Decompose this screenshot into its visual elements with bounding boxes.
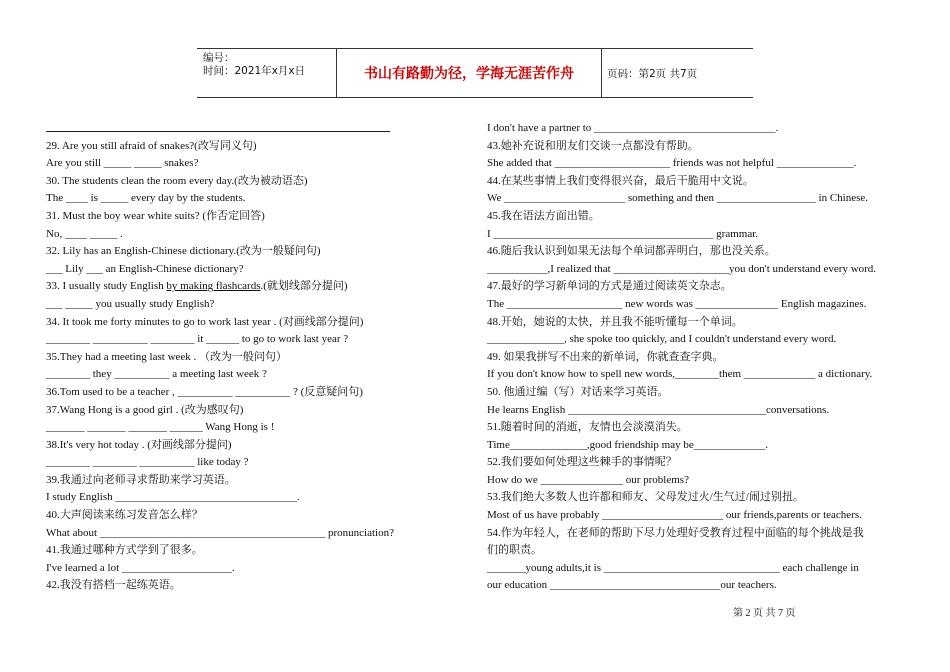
answer-line: ________ ________ __________ like today ? [46, 456, 249, 469]
question-line: 43.她补充说和朋友们交谈一点都没有帮助。 [487, 139, 699, 152]
answer-line: ___ _____ you usually study English? [46, 297, 215, 310]
question-line: 38.It's very hot today . (对画线部分提问) [46, 438, 232, 451]
question-line: 36.Tom used to be a teacher , __________ __________ ? (反意疑问句) [46, 385, 363, 398]
answer-line: I've learned a lot ____________________. [46, 561, 235, 574]
answer-line: We ______________________ something and then __________________ in Chinese. [487, 192, 869, 205]
header-meta [197, 49, 337, 97]
answer-line: Most of us have probably ______________________ our friends,parents or teachers. [487, 509, 862, 522]
time-label: 时间：2021年x月x日 [203, 65, 306, 77]
question-line: 30. The students clean the room every day.(改为被动语态) [46, 174, 308, 187]
page-footer: 第 2 页 共 7 页 [733, 608, 796, 619]
answer-line: ___________,I realized that _____________________you don't understand every word. [487, 262, 877, 275]
question-line: 45.我在语法方面出错。 [487, 209, 600, 222]
question-line: 54.作为年轻人，在老师的帮助下尽力处理好受教育过程中面临的每个挑战是我 [487, 526, 864, 539]
answer-line: ______________, she spoke too quickly, and I couldn't understand every word. [487, 333, 837, 346]
answer-line: ___ Lily ___ an English-Chinese dictionary? [46, 262, 244, 275]
question-line: 34. It took me forty minutes to go to work last year . (对画线部分提问) [46, 315, 364, 328]
page-header [197, 48, 753, 98]
question-line: 53.我们绝大多数人也许都和师友、父母发过火/生气过/闹过别扭。 [487, 491, 804, 504]
answer-line: He learns English ____________________________________conversations. [487, 403, 830, 416]
answer-line: _______ _______ _______ ______ Wang Hong is ! [46, 421, 275, 434]
page-label: 页码：第2页 共7页 [607, 67, 698, 80]
question-line: 39.我通过向老师寻求帮助来学习英语。 [46, 473, 236, 486]
answer-line: The ____ is _____ every day by the students. [46, 192, 246, 205]
question-line: 47.最好的学习新单词的方式是通过阅读英文杂志。 [487, 280, 732, 293]
left-column [46, 120, 446, 595]
question-line: 48.开始，她说的太快，并且我不能听懂每一个单词。 [487, 315, 743, 328]
question-line: 35.They had a meeting last week . （改为一般问句） [46, 350, 288, 363]
answer-line: If you don't know how to spell new words,________them _____________ a dictionary. [487, 368, 873, 381]
answer-line: I ________________________________________ grammar. [487, 227, 759, 240]
answer-line: Are you still _____ _____ snakes? [46, 157, 199, 170]
question-line: 51.随着时间的消逝，友情也会淡漠消失。 [487, 421, 688, 434]
answer-line: I study English _________________________________. [46, 491, 300, 504]
answer-line: ________ __________ ________ it ______ to go to work last year ? [46, 333, 349, 346]
question-line: 44.在某些事情上我们变得很兴奋，最后干脆用中文说。 [487, 174, 754, 187]
answer-line: Time______________,good friendship may be_____________. [487, 438, 768, 451]
answer-line: She added that _____________________ friends was not helpful ______________. [487, 157, 857, 170]
underlined-phrase: by making flashcards [166, 280, 261, 293]
question-line: 49. 如果我拼写不出来的新单词，你就查查字典。 [487, 350, 724, 363]
question-line: 50. 他通过编（写）对话来学习英语。 [487, 385, 669, 398]
right-column [487, 120, 907, 595]
answer-line: I don't have a partner to _________________________________. [487, 122, 779, 134]
question-line: 40.大声阅读来练习发音怎么样？ [46, 509, 203, 522]
question-line: 33. I usually study English by making flashcards.(就划线部分提问) [46, 280, 348, 293]
question-line: 29. Are you still afraid of snakes?(改写同义句) [46, 139, 257, 152]
answer-line: _______young adults,it is ________________________________ each challenge in [487, 561, 859, 574]
question-line: 52.我们要如何处理这些棘手的事情呢？ [487, 456, 677, 469]
question-line: 37.Wang Hong is a good girl . (改为感叹句) [46, 403, 244, 416]
answer-line: No, ____ _____ . [46, 227, 123, 240]
spacer-line [46, 120, 446, 138]
answer-line: What about _________________________________________ pronunciation? [46, 526, 394, 539]
question-line: 32. Lily has an English-Chinese dictionary.(改为一般疑问句) [46, 245, 321, 258]
answer-line: ________ they __________ a meeting last week ? [46, 368, 267, 381]
number-label: 编号： [203, 52, 235, 64]
question-line: 们的职责。 [487, 544, 542, 557]
question-line: 41.我通过哪种方式学到了很多。 [46, 544, 203, 557]
answer-line: How do we _______________ our problems? [487, 473, 689, 486]
motto: 书山有路勤为径，学海无涯苦作舟 [337, 49, 602, 97]
question-line: 42.我没有搭档一起练英语。 [46, 579, 181, 592]
answer-line: The _____________________ new words was _______________ English magazines. [487, 297, 867, 310]
question-line: 31. Must the boy wear white suits? (作否定回答) [46, 209, 265, 222]
question-line: 46.随后我认识到如果无法每个单词都弄明白，那也没关系。 [487, 245, 776, 258]
answer-line: our education _______________________________our teachers. [487, 579, 777, 592]
